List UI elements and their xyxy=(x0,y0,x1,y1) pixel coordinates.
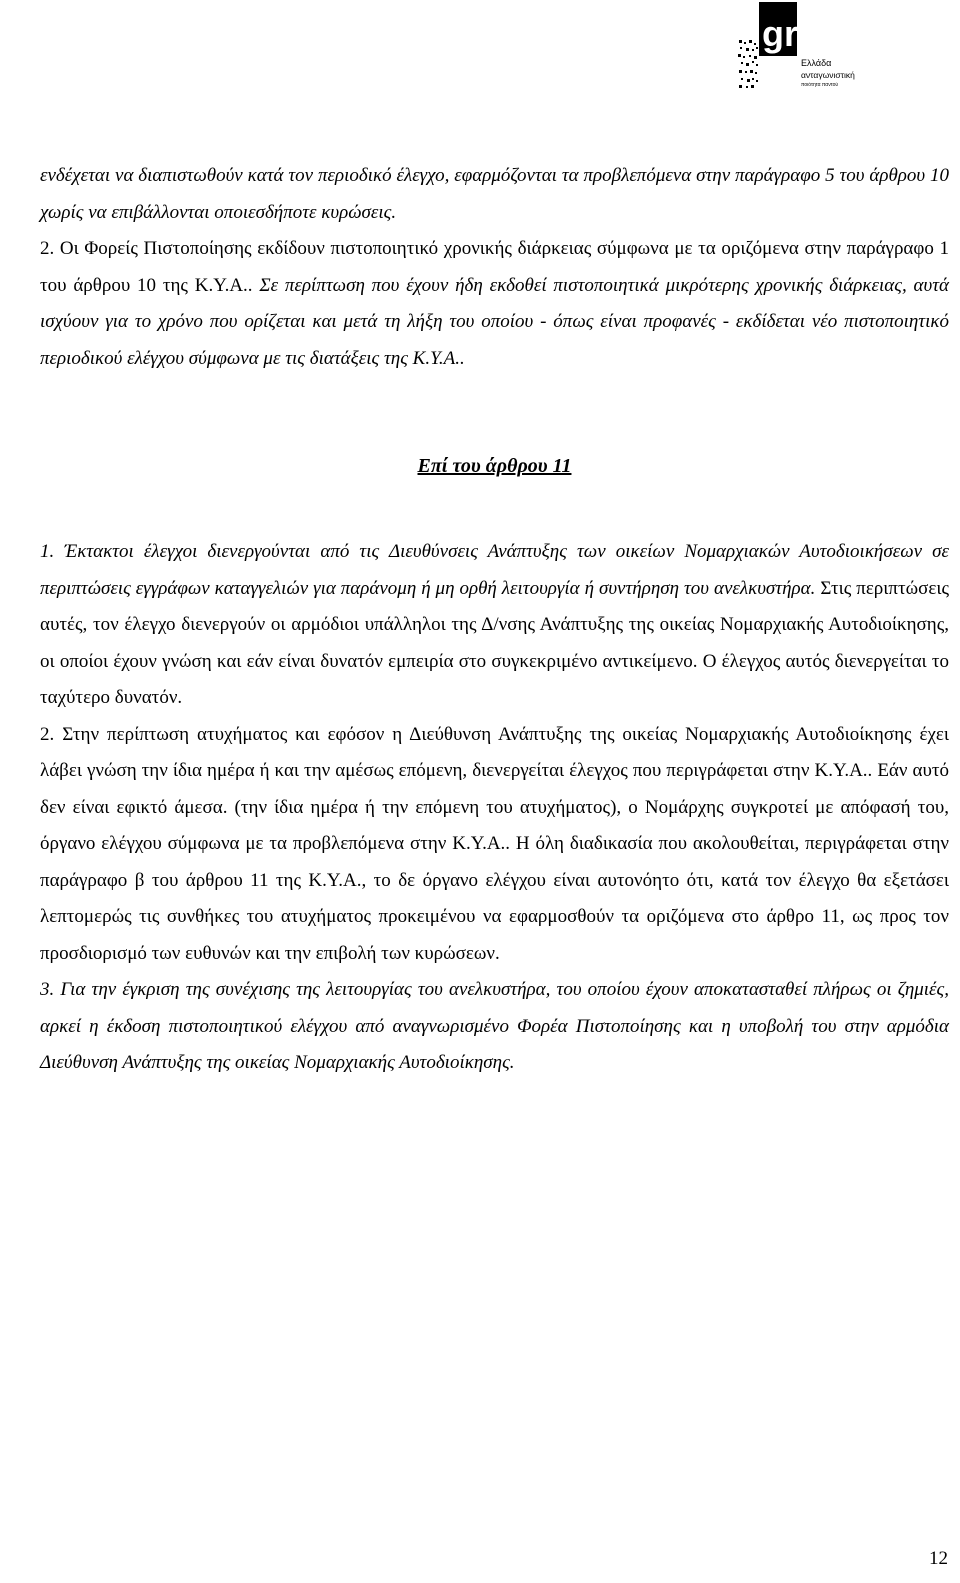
list-item-2b xyxy=(40,717,949,973)
continuation-text: ενδέχεται να διαπιστωθούν κατά τον περιοδικό έλεγχο, εφαρμόζονται τα προβλεπόμενα στην παράγραφο 5 του άρθρου 10 χωρίς να επιβάλλονται οποιεσδήποτε κυρώσεις. xyxy=(40,165,949,223)
page-number: 12 xyxy=(929,1548,948,1569)
logo-line-2: ανταγωνιστική xyxy=(801,70,855,80)
gr-mark-icon xyxy=(735,0,801,92)
item-text: Στην περίπτωση ατυχήματος και εφόσον η Διεύθυνση Ανάπτυξης της οικείας Νομαρχιακής Αυτοδιοίκησης έχει λάβει γνώση την ίδια ημέρα ή και την αμέσως επόμενη, διενεργείται έλεγχος που περιγράφεται στην Κ.Υ.Α.. Εάν αυτό δεν είναι εφικτό άμεσα. (την ίδια ημέρα ή την επόμενη του ατυχήματος), ο Νομάρχης συγκροτεί με απόφασή του, όργανο ελέγχου σύμφωνα με τα προβλεπόμενα στην Κ.Υ.Α.. Η όλη διαδικασία που ακολουθείται, περιγράφεται στην παράγραφο β του άρθρου 11 της Κ.Υ.Α., το δε όργανο ελέγχου είναι αυτονόητο ότι, κατά τον έλεγχο θα εξετάσει λεπτομερώς τις συνθήκες του ατυχήματος προκειμένου να εφαρμοσθούν τα οριζόμενα στο άρθρο 11, ως προς τον προσδιορισμό των ευθυνών και την επιβολή των κυρώσεων. xyxy=(40,723,949,964)
item-text-italic: Έκτακτοι έλεγχοι διενεργούνται από τις Διευθύνσεις Ανάπτυξης των οικείων Νομαρχιακών Αυτοδιοικήσεων σε περιπτώσεις εγγράφων καταγγελιών για παράνομη ή μη ορθή λειτουργία ή συντήρηση του ανελκυστήρα. xyxy=(40,541,950,599)
item-number: 1. xyxy=(40,541,55,562)
item-number: 3. xyxy=(40,979,55,1000)
document-body xyxy=(40,158,949,1082)
item-number: 2. xyxy=(40,238,55,259)
list-item-2 xyxy=(40,231,949,377)
item-text-italic: Σε περίπτωση που έχουν ήδη εκδοθεί πιστοποιητικά μικρότερης χρονικής διάρκειας, αυτά ισχύουν για το χρόνο που ορίζεται και μετά τη λήξη του οποίου - όπως είναι προφανές - εκδίδεται νέο πιστοποιητικό περιοδικού ελέγχου σύμφωνα με τις διατάξεις της Κ.Υ.Α.. xyxy=(40,274,949,369)
item-text-italic: Για την έγκριση της συνέχισης της λειτουργίας του ανελκυστήρα, του οποίου έχουν αποκατασταθεί πλήρως οι ζημιές, αρκεί η έκδοση πιστοποιητικού ελέγχου από αναγνωρισμένο Φορέα Πιστοποίησης και η υποβολή του στην αρμόδια Διεύθυνση Ανάπτυξης της οικείας Νομαρχιακής Αυτοδιοίκησης. xyxy=(40,979,950,1073)
continuation-paragraph xyxy=(40,158,949,231)
svg-text:gr: gr xyxy=(762,13,798,54)
item-text: Οι Φορείς Πιστοποίησης εκδίδουν πιστοποιητικό χρονικής διάρκειας σύμφωνα με τα οριζόμενα στην παράγραφο 1 του άρθρου 10 της Κ.Υ.Α.. xyxy=(40,238,949,296)
gr-logo xyxy=(735,0,873,92)
item-text: Στις περιπτώσεις αυτές, τον έλεγχο διενεργούν οι αρμόδιοι υπάλληλοι της Δ/νσης Ανάπτυξης της οικείας Νομαρχιακής Αυτοδιοίκησης, οι οποίοι έχουν γνώση και εάν είναι δυνατόν εμπειρία στο συγκεκριμένο αντικείμενο. Ο έλεγχος αυτός διενεργείται το ταχύτερο δυνατόν. xyxy=(40,577,949,708)
logo-line-1: Ελλάδα xyxy=(801,58,832,68)
list-item-3 xyxy=(40,972,949,1082)
item-number: 2. xyxy=(40,723,55,745)
section-heading: Επί του άρθρου 11 xyxy=(417,455,572,477)
logo-line-3: ποιότητα παντού xyxy=(801,82,839,88)
list-item-1 xyxy=(40,534,949,717)
